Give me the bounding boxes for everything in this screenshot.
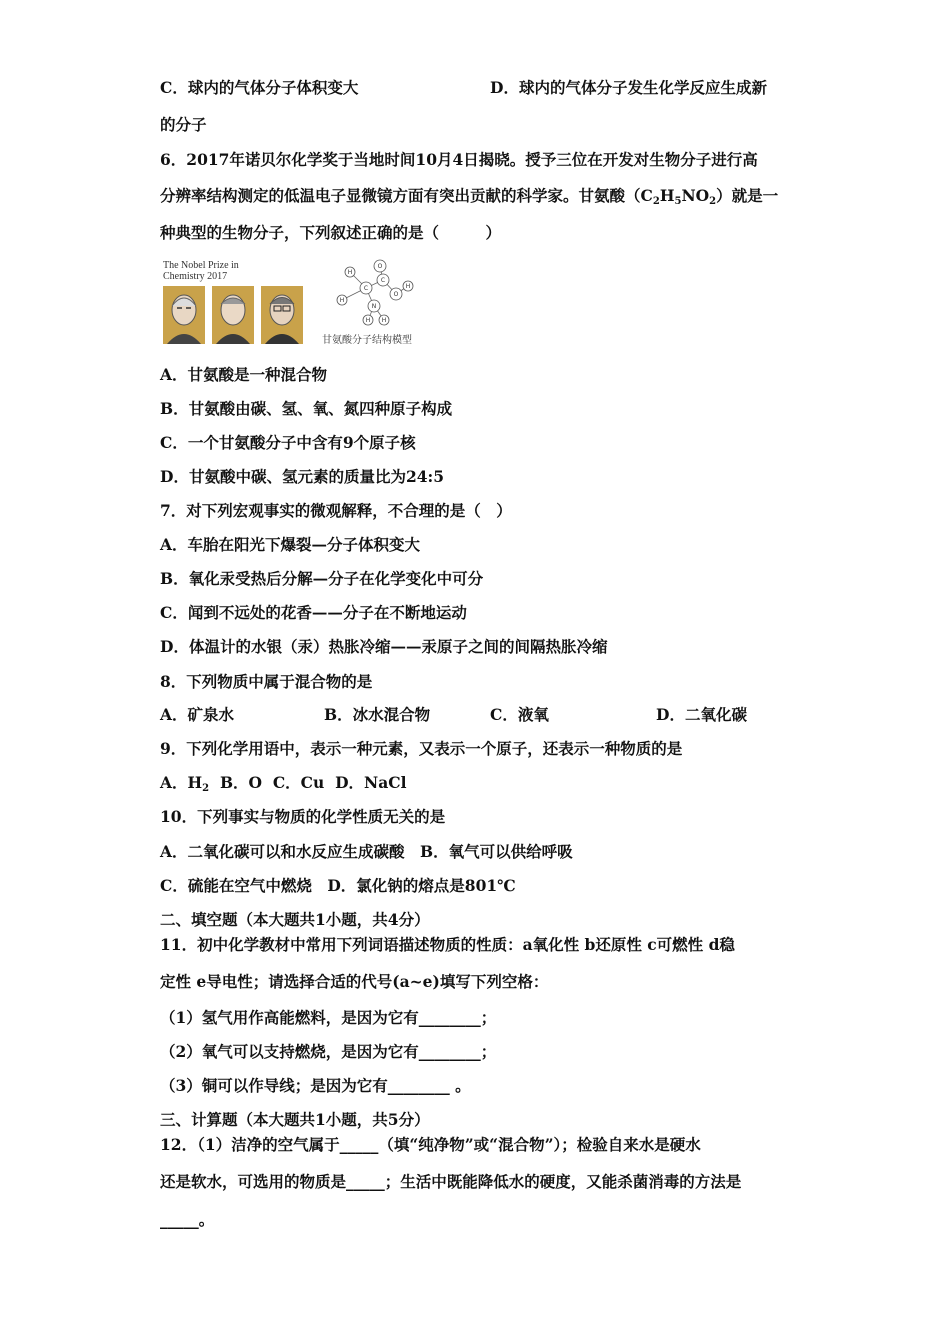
q6-stem-line1: 6．2017年诺贝尔化学奖于当地时间10月4日揭晓。授予三位在开发对生物分子进行高 [160, 150, 758, 169]
q6-option-c: C．一个甘氨酸分子中含有9个原子核 [160, 433, 416, 452]
q12-line1: 12．（1）洁净的空气属于_____（填“纯净物”或“混合物”）；检验自来水是硬水 [160, 1135, 701, 1154]
section2-header: 二、填空题（本大题共1小题，共4分） [160, 910, 430, 929]
q12-line2: 还是软水，可选用的物质是_____；生活中既能降低水的硬度，又能杀菌消毒的方法是 [160, 1172, 742, 1191]
q7-option-a: A．车胎在阳光下爆裂—分子体积变大 [160, 535, 421, 554]
q6-figure [160, 258, 440, 350]
q11-stem-line2: 定性 e导电性；请选择合适的代号(a~e)填写下列空格： [160, 972, 549, 991]
section3-header: 三、计算题（本大题共1小题，共5分） [160, 1110, 430, 1129]
atom-h-3: H [405, 283, 411, 290]
q11-part1: （1）氢气用作高能燃料，是因为它有________； [160, 1008, 497, 1027]
q5-option-d: D．球内的气体分子发生化学反应生成新 [490, 78, 767, 97]
atom-o-2: O [393, 291, 399, 298]
q8-stem: 8．下列物质中属于混合物的是 [160, 672, 373, 691]
atom-h-5: H [381, 317, 387, 324]
q7-option-d: D．体温计的水银（汞）热胀冷缩——汞原子之间的间隔热胀冷缩 [160, 637, 608, 656]
atom-h-1: H [347, 269, 353, 276]
q10-options-ab: A．二氧化碳可以和水反应生成碳酸 B．氧气可以供给呼吸 [160, 842, 573, 861]
q7-stem: 7．对下列宏观事实的微观解释，不合理的是（ ） [160, 501, 512, 520]
atom-o-1: O [377, 263, 383, 270]
q11-stem-line1: 11．初中化学教材中常用下列词语描述物质的性质：a氧化性 b还原性 c可燃性 d稳 [160, 935, 735, 954]
atom-h-4: H [365, 317, 371, 324]
q6-stem-line2: 分辨率结构测定的低温电子显微镜方面有突出贡献的科学家。甘氨酸$(C_2H_5NO_2)$就是一 [160, 186, 779, 207]
q6-option-b: B．甘氨酸由碳、氢、氧、氮四种原子构成 [160, 399, 453, 418]
q7-option-b: B．氧化汞受热后分解—分子在化学变化中可分 [160, 569, 484, 588]
molecule-caption: 甘氨酸分子结构模型 [322, 335, 412, 346]
q11-part2: （2）氧气可以支持燃烧，是因为它有________； [160, 1042, 497, 1061]
q9-options [160, 773, 406, 799]
q8-option-a: A．矿泉水 [160, 705, 235, 724]
q5-option-d-continued: 的分子 [160, 115, 207, 134]
q9-stem: 9．下列化学用语中，表示一种元素，又表示一个原子，还表示一种物质的是 [160, 739, 683, 758]
q6-option-d: D．甘氨酸中碳、氢元素的质量比为24:5 [160, 467, 445, 486]
nobel-prize-title: The Nobel Prize in Chemistry 2017 [163, 260, 239, 282]
atom-n: N [371, 303, 377, 310]
laureate-portrait-3 [261, 286, 303, 344]
q8-option-c: C．液氧 [490, 705, 549, 724]
q8-option-b: B．冰水混合物 [324, 705, 431, 724]
q9-option-d: D．NaCl [335, 773, 407, 792]
q12-line3: _____。 [160, 1210, 215, 1229]
atom-h-2: H [339, 297, 345, 304]
glycine-molecule-model [328, 258, 428, 342]
q10-options-cd: C．硫能在空气中燃烧 D．氯化钠的熔点是801℃ [160, 876, 516, 895]
q9-option-c: C．Cu [272, 773, 325, 792]
q6-option-a: A．甘氨酸是一种混合物 [160, 365, 328, 384]
atom-c-2: C [380, 277, 386, 284]
q6-stem-line3: 种典型的生物分子，下列叙述正确的是（ ） [160, 223, 502, 242]
q9-option-a: A．$H_2$ [160, 773, 210, 794]
q11-part3: （3）铜可以作导线；是因为它有________ 。 [160, 1076, 471, 1095]
q8-options [160, 705, 747, 725]
laureate-portrait-1 [163, 286, 205, 344]
laureate-portrait-2 [212, 286, 254, 344]
q10-stem: 10．下列事实与物质的化学性质无关的是 [160, 807, 446, 826]
q8-option-d: D．二氧化碳 [656, 705, 747, 724]
atom-c-1: C [363, 285, 369, 292]
q7-option-c: C．闻到不远处的花香——分子在不断地运动 [160, 603, 467, 622]
q9-option-b: B．O [219, 773, 263, 792]
q5-option-c: C．球内的气体分子体积变大 [160, 78, 359, 97]
